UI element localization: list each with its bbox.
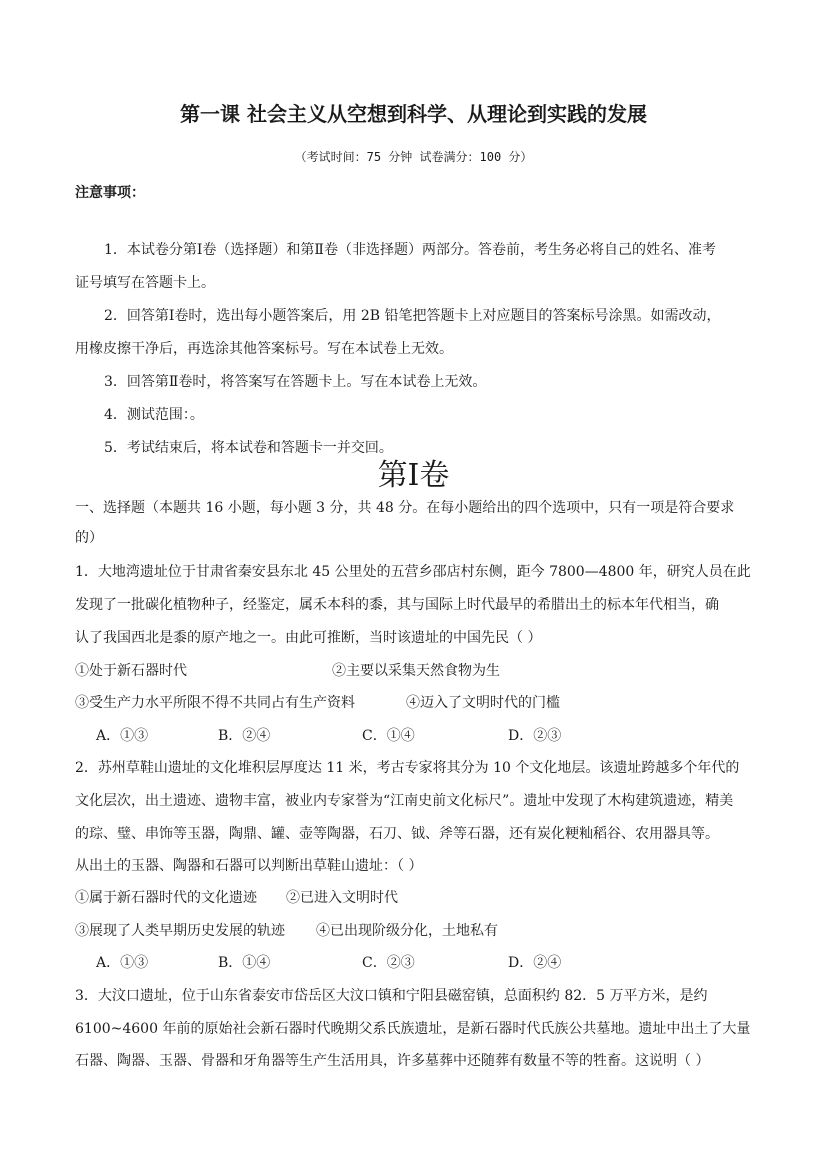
question-stem: 文化层次，出土遗迹、遗物丰富，被业内专家誉为“江南史前文化标尺”。遗址中发现了木构建筑遗迹，精美 [75, 793, 734, 809]
exam-info: （考试时间：75 分钟 试卷满分：100 分） [294, 150, 533, 164]
notice-line: 3．回答第Ⅱ卷时，将答案写在答题卡上。写在本试卷上无效。 [104, 374, 487, 390]
answer-choice[interactable]: B．①④ [218, 955, 271, 971]
question-stem: 从出土的玉器、陶器和石器可以判断出草鞋山遗址：（ ） [75, 858, 423, 874]
statement: ③展现了人类早期历史发展的轨迹 [75, 923, 285, 939]
answer-choice[interactable]: C．②③ [362, 955, 415, 971]
notice-line: 2．回答第Ⅰ卷时，选出每小题答案后，用 2B 铅笔把答题卡上对应题目的答案标号涂黑。如需改动， [104, 308, 721, 324]
statement: ②已进入文明时代 [286, 890, 398, 906]
question-stem: 3．大汶口遗址，位于山东省泰安市岱岳区大汶口镇和宁阳县磁窑镇，总面积约 82．5 万平方米，是约 [75, 988, 708, 1004]
question-stem: 的琮、璧、串饰等玉器，陶鼎、罐、壶等陶器，石刀、钺、斧等石器，还有炭化粳籼稻谷、农用器具等。 [75, 826, 719, 842]
statement: ④迈入了文明时代的门槛 [406, 695, 560, 711]
notice-line: 4．测试范围：。 [104, 407, 204, 423]
section-instruction: 一、选择题（本题共 16 小题，每小题 3 分，共 48 分。在每小题给出的四个选项中，只有一项是符合要求 [75, 500, 735, 516]
statement: ②主要以采集天然食物为生 [332, 663, 500, 679]
question-stem: 发现了一批碳化植物种子，经鉴定，属禾本科的黍，其与国际上时代最早的希腊出土的标本年代相当，确 [75, 597, 719, 613]
notice-line: 证号填写在答题卡上。 [75, 275, 215, 291]
statement: ④已出现阶级分化，土地私有 [316, 923, 498, 939]
statement: ①属于新石器时代的文化遗迹 [75, 890, 257, 906]
question-stem: 石器、陶器、玉器、骨器和牙角器等生产生活用具，许多墓葬中还随葬有数量不等的牲畜。这说明（ ） [75, 1053, 710, 1069]
statement: ①处于新石器时代 [75, 663, 187, 679]
answer-choice[interactable]: A．①③ [96, 728, 149, 744]
page-title: 第一课 社会主义从空想到科学、从理论到实践的发展 [180, 102, 647, 126]
notice-heading: 注意事项： [75, 185, 145, 201]
answer-choice[interactable]: D．②③ [508, 728, 562, 744]
section-instruction: 的） [75, 530, 103, 546]
question-stem: 1．大地湾遗址位于甘肃省秦安县东北 45 公里处的五营乡邵店村东侧，距今 7800—4800 年，研究人员在此 [75, 564, 751, 580]
question-stem: 6100~4600 年前的原始社会新石器时代晚期父系氏族遗址，是新石器时代氏族公共墓地。遗址中出土了大量 [75, 1021, 751, 1037]
answer-choice[interactable]: C．①④ [362, 728, 415, 744]
answer-choice[interactable]: B．②④ [218, 728, 271, 744]
notice-line: 用橡皮擦干净后，再选涂其他答案标号。写在本试卷上无效。 [75, 341, 453, 357]
notice-line: 5．考试结束后，将本试卷和答题卡一并交回。 [104, 440, 393, 456]
statement: ③受生产力水平所限不得不共同占有生产资料 [75, 695, 355, 711]
answer-choice[interactable]: A．①③ [96, 955, 149, 971]
question-stem: 2．苏州草鞋山遗址的文化堆积层厚度达 11 米，考古专家将其分为 10 个文化地层。该遗址跨越多个年代的 [75, 760, 740, 776]
question-stem: 认了我国西北是黍的原产地之一。由此可推断，当时该遗址的中国先民（ ） [75, 630, 542, 646]
section-title: 第Ⅰ卷 [377, 458, 450, 493]
answer-choice[interactable]: D．②④ [508, 955, 562, 971]
notice-line: 1．本试卷分第Ⅰ卷（选择题）和第Ⅱ卷（非选择题）两部分。答卷前，考生务必将自己的姓名、准考 [104, 242, 716, 258]
